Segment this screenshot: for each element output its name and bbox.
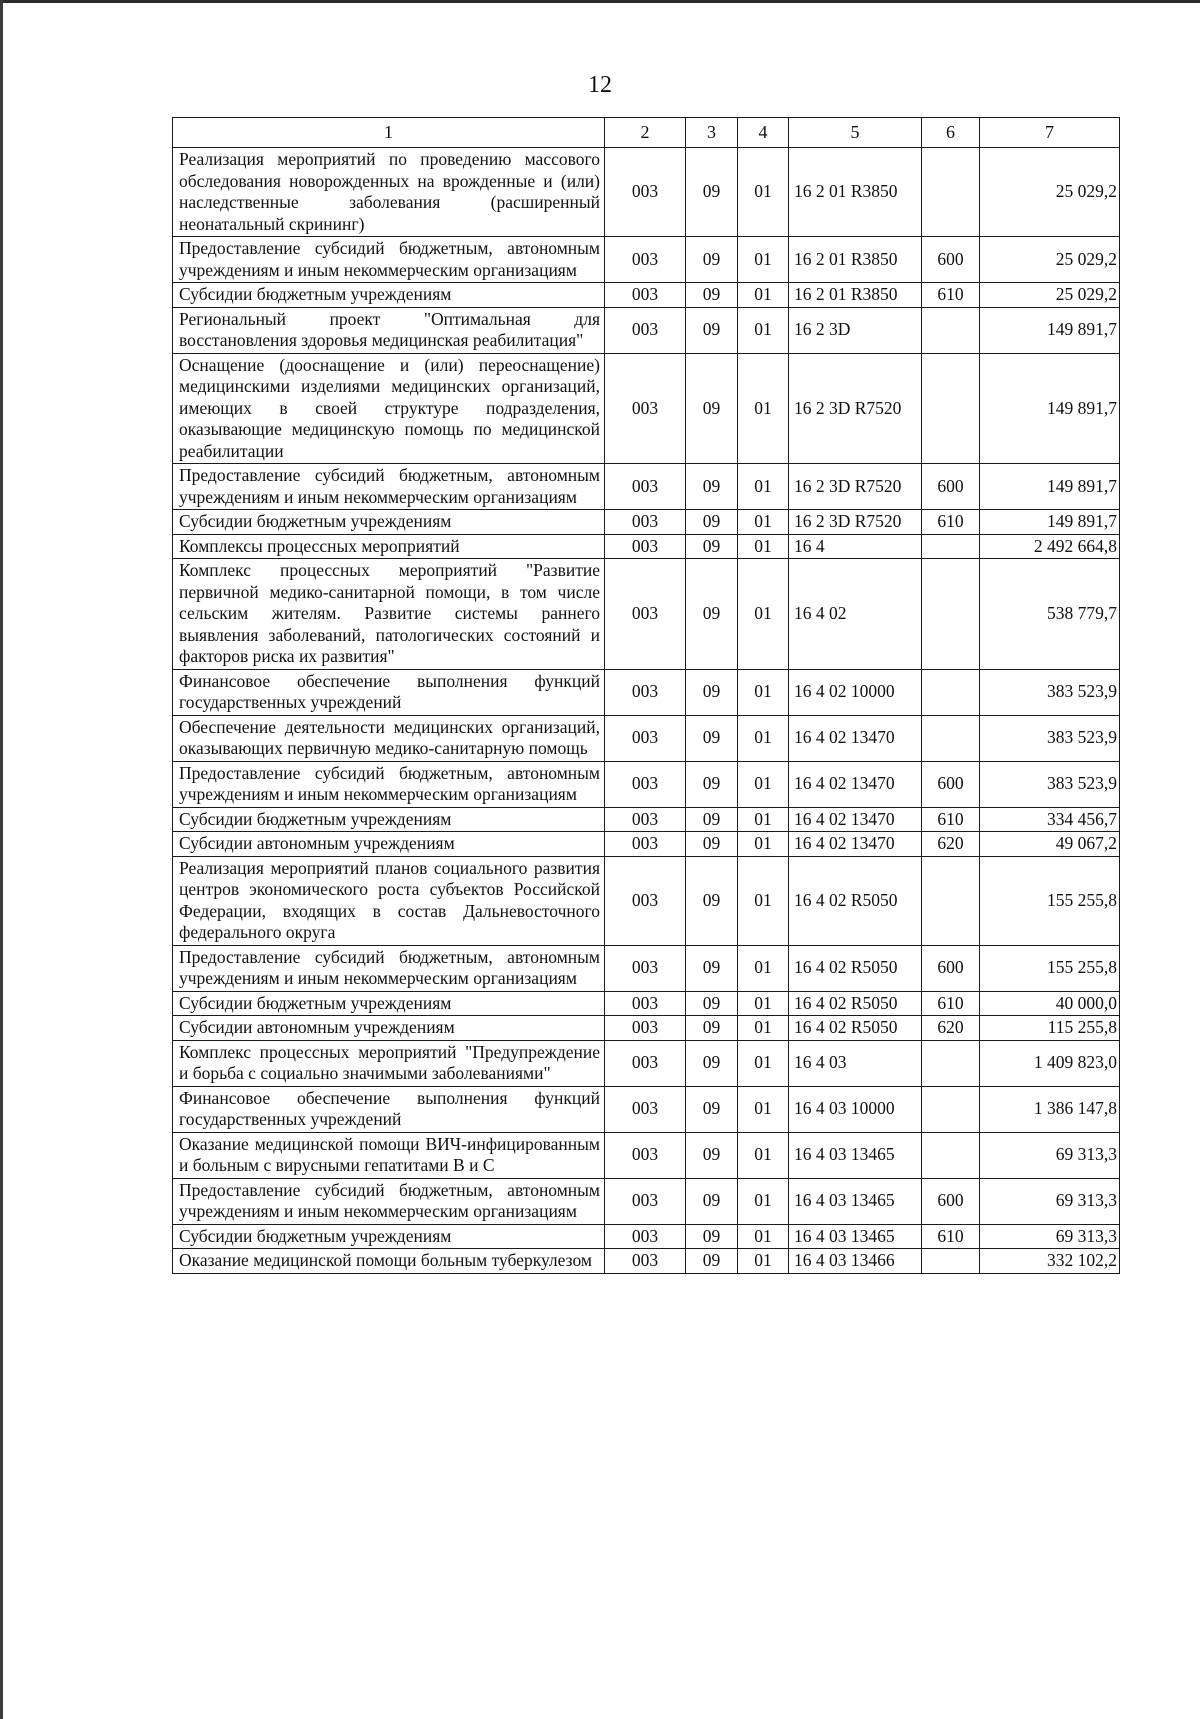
target-article-cell: 16 2 3D — [789, 307, 922, 353]
row-name-cell: Предоставление субсидий бюджетным, автономным учреждениям и иным некоммерческим организациям — [173, 464, 605, 510]
table-row — [173, 510, 1120, 535]
ministry-code-cell: 003 — [605, 353, 686, 464]
subsection-code-cell: 01 — [738, 1249, 789, 1274]
expense-type-cell: 620 — [922, 832, 980, 857]
header-cell: 6 — [922, 118, 980, 148]
expense-type-cell: 610 — [922, 991, 980, 1016]
amount-cell: 115 255,8 — [980, 1016, 1120, 1041]
expense-type-cell: 610 — [922, 807, 980, 832]
ministry-code-cell: 003 — [605, 464, 686, 510]
expense-type-cell — [922, 1249, 980, 1274]
row-name-cell: Субсидии бюджетным учреждениям — [173, 283, 605, 308]
header-cell: 3 — [686, 118, 738, 148]
expense-type-cell — [922, 534, 980, 559]
ministry-code-cell: 003 — [605, 1132, 686, 1178]
section-code-cell: 09 — [686, 1040, 738, 1086]
subsection-code-cell: 01 — [738, 991, 789, 1016]
table-row — [173, 1224, 1120, 1249]
section-code-cell: 09 — [686, 353, 738, 464]
section-code-cell: 09 — [686, 1086, 738, 1132]
ministry-code-cell: 003 — [605, 534, 686, 559]
target-article-cell: 16 4 02 — [789, 559, 922, 670]
section-code-cell: 09 — [686, 534, 738, 559]
row-name-cell: Субсидии бюджетным учреждениям — [173, 807, 605, 832]
subsection-code-cell: 01 — [738, 237, 789, 283]
section-code-cell: 09 — [686, 510, 738, 535]
table-row — [173, 464, 1120, 510]
table-row — [173, 715, 1120, 761]
table-row — [173, 1178, 1120, 1224]
expense-type-cell — [922, 1086, 980, 1132]
row-name-cell: Финансовое обеспечение выполнения функций государственных учреждений — [173, 1086, 605, 1132]
expense-type-cell — [922, 1040, 980, 1086]
target-article-cell: 16 4 03 13466 — [789, 1249, 922, 1274]
ministry-code-cell: 003 — [605, 832, 686, 857]
subsection-code-cell: 01 — [738, 715, 789, 761]
section-code-cell: 09 — [686, 761, 738, 807]
expense-type-cell: 610 — [922, 510, 980, 535]
amount-cell: 383 523,9 — [980, 761, 1120, 807]
row-name-cell: Оказание медицинской помощи больным туберкулезом — [173, 1249, 605, 1274]
budget-table — [172, 117, 1120, 1274]
ministry-code-cell: 003 — [605, 559, 686, 670]
ministry-code-cell: 003 — [605, 1178, 686, 1224]
subsection-code-cell: 01 — [738, 1086, 789, 1132]
header-cell: 1 — [173, 118, 605, 148]
ministry-code-cell: 003 — [605, 237, 686, 283]
row-name-cell: Предоставление субсидий бюджетным, автономным учреждениям и иным некоммерческим организациям — [173, 945, 605, 991]
subsection-code-cell: 01 — [738, 283, 789, 308]
subsection-code-cell: 01 — [738, 464, 789, 510]
row-name-cell: Предоставление субсидий бюджетным, автономным учреждениям и иным некоммерческим организациям — [173, 237, 605, 283]
subsection-code-cell: 01 — [738, 832, 789, 857]
ministry-code-cell: 003 — [605, 715, 686, 761]
amount-cell: 149 891,7 — [980, 353, 1120, 464]
amount-cell: 1 409 823,0 — [980, 1040, 1120, 1086]
amount-cell: 49 067,2 — [980, 832, 1120, 857]
row-name-cell: Предоставление субсидий бюджетным, автономным учреждениям и иным некоммерческим организациям — [173, 761, 605, 807]
expense-type-cell: 610 — [922, 1224, 980, 1249]
row-name-cell: Комплексы процессных мероприятий — [173, 534, 605, 559]
row-name-cell: Оснащение (дооснащение и (или) переоснащение) медицинскими изделиями медицинских организаций, имеющих в своей структуре подразделения, оказывающие медицинскую помощь по медицинской реабилитации — [173, 353, 605, 464]
expense-type-cell — [922, 307, 980, 353]
ministry-code-cell: 003 — [605, 283, 686, 308]
target-article-cell: 16 4 03 13465 — [789, 1224, 922, 1249]
subsection-code-cell: 01 — [738, 761, 789, 807]
target-article-cell: 16 4 — [789, 534, 922, 559]
row-name-cell: Комплекс процессных мероприятий "Развитие первичной медико-санитарной помощи, в том числе сельским жителям. Развитие системы раннего выявления заболеваний, патологических состояний и факторов риска их развития" — [173, 559, 605, 670]
amount-cell: 69 313,3 — [980, 1178, 1120, 1224]
amount-cell: 155 255,8 — [980, 856, 1120, 945]
table-row — [173, 534, 1120, 559]
section-code-cell: 09 — [686, 148, 738, 237]
row-name-cell: Реализация мероприятий планов социального развития центров экономического роста субъектов Российской Федерации, входящих в состав Дальневосточного федерального округа — [173, 856, 605, 945]
amount-cell: 40 000,0 — [980, 991, 1120, 1016]
target-article-cell: 16 4 03 — [789, 1040, 922, 1086]
table-row — [173, 1040, 1120, 1086]
target-article-cell: 16 4 02 R5050 — [789, 945, 922, 991]
ministry-code-cell: 003 — [605, 669, 686, 715]
expense-type-cell: 600 — [922, 761, 980, 807]
table-row — [173, 307, 1120, 353]
expense-type-cell: 600 — [922, 464, 980, 510]
table-row — [173, 991, 1120, 1016]
section-code-cell: 09 — [686, 945, 738, 991]
row-name-cell: Оказание медицинской помощи ВИЧ-инфицированным и больным с вирусными гепатитами В и С — [173, 1132, 605, 1178]
row-name-cell: Субсидии автономным учреждениям — [173, 1016, 605, 1041]
table-row — [173, 1249, 1120, 1274]
expense-type-cell: 620 — [922, 1016, 980, 1041]
header-row — [173, 118, 1120, 148]
expense-type-cell — [922, 669, 980, 715]
amount-cell: 69 313,3 — [980, 1224, 1120, 1249]
ministry-code-cell: 003 — [605, 1224, 686, 1249]
subsection-code-cell: 01 — [738, 353, 789, 464]
ministry-code-cell: 003 — [605, 807, 686, 832]
target-article-cell: 16 4 03 13465 — [789, 1132, 922, 1178]
ministry-code-cell: 003 — [605, 510, 686, 535]
expense-type-cell — [922, 856, 980, 945]
table-row — [173, 832, 1120, 857]
table-row — [173, 761, 1120, 807]
amount-cell: 538 779,7 — [980, 559, 1120, 670]
section-code-cell: 09 — [686, 559, 738, 670]
subsection-code-cell: 01 — [738, 1178, 789, 1224]
subsection-code-cell: 01 — [738, 559, 789, 670]
subsection-code-cell: 01 — [738, 534, 789, 559]
table-row — [173, 945, 1120, 991]
section-code-cell: 09 — [686, 1132, 738, 1178]
target-article-cell: 16 2 01 R3850 — [789, 237, 922, 283]
subsection-code-cell: 01 — [738, 1224, 789, 1249]
subsection-code-cell: 01 — [738, 510, 789, 535]
subsection-code-cell: 01 — [738, 307, 789, 353]
section-code-cell: 09 — [686, 1224, 738, 1249]
amount-cell: 2 492 664,8 — [980, 534, 1120, 559]
amount-cell: 155 255,8 — [980, 945, 1120, 991]
expense-type-cell — [922, 559, 980, 670]
subsection-code-cell: 01 — [738, 669, 789, 715]
amount-cell: 149 891,7 — [980, 464, 1120, 510]
table-row — [173, 1086, 1120, 1132]
ministry-code-cell: 003 — [605, 1040, 686, 1086]
ministry-code-cell: 003 — [605, 1249, 686, 1274]
section-code-cell: 09 — [686, 464, 738, 510]
ministry-code-cell: 003 — [605, 148, 686, 237]
target-article-cell: 16 4 03 13465 — [789, 1178, 922, 1224]
target-article-cell: 16 2 3D R7520 — [789, 510, 922, 535]
target-article-cell: 16 4 02 13470 — [789, 761, 922, 807]
expense-type-cell — [922, 148, 980, 237]
section-code-cell: 09 — [686, 669, 738, 715]
target-article-cell: 16 4 02 13470 — [789, 832, 922, 857]
row-name-cell: Финансовое обеспечение выполнения функций государственных учреждений — [173, 669, 605, 715]
subsection-code-cell: 01 — [738, 1040, 789, 1086]
amount-cell: 383 523,9 — [980, 669, 1120, 715]
amount-cell: 332 102,2 — [980, 1249, 1120, 1274]
expense-type-cell: 600 — [922, 237, 980, 283]
target-article-cell: 16 4 02 R5050 — [789, 1016, 922, 1041]
target-article-cell: 16 2 01 R3850 — [789, 148, 922, 237]
amount-cell: 25 029,2 — [980, 148, 1120, 237]
subsection-code-cell: 01 — [738, 945, 789, 991]
amount-cell: 25 029,2 — [980, 237, 1120, 283]
expense-type-cell: 600 — [922, 1178, 980, 1224]
table-row — [173, 353, 1120, 464]
row-name-cell: Субсидии бюджетным учреждениям — [173, 510, 605, 535]
table-body — [173, 118, 1120, 1274]
target-article-cell: 16 2 3D R7520 — [789, 464, 922, 510]
amount-cell: 149 891,7 — [980, 510, 1120, 535]
table-row — [173, 807, 1120, 832]
header-cell: 7 — [980, 118, 1120, 148]
amount-cell: 334 456,7 — [980, 807, 1120, 832]
expense-type-cell — [922, 715, 980, 761]
expense-type-cell — [922, 1132, 980, 1178]
expense-type-cell: 600 — [922, 945, 980, 991]
amount-cell: 149 891,7 — [980, 307, 1120, 353]
subsection-code-cell: 01 — [738, 856, 789, 945]
section-code-cell: 09 — [686, 307, 738, 353]
row-name-cell: Субсидии автономным учреждениям — [173, 832, 605, 857]
section-code-cell: 09 — [686, 991, 738, 1016]
amount-cell: 25 029,2 — [980, 283, 1120, 308]
ministry-code-cell: 003 — [605, 856, 686, 945]
section-code-cell: 09 — [686, 1016, 738, 1041]
target-article-cell: 16 4 02 R5050 — [789, 991, 922, 1016]
table-row — [173, 1132, 1120, 1178]
target-article-cell: 16 4 03 10000 — [789, 1086, 922, 1132]
expense-type-cell — [922, 353, 980, 464]
subsection-code-cell: 01 — [738, 1132, 789, 1178]
target-article-cell: 16 2 3D R7520 — [789, 353, 922, 464]
amount-cell: 1 386 147,8 — [980, 1086, 1120, 1132]
ministry-code-cell: 003 — [605, 991, 686, 1016]
ministry-code-cell: 003 — [605, 1086, 686, 1132]
amount-cell: 69 313,3 — [980, 1132, 1120, 1178]
header-cell: 2 — [605, 118, 686, 148]
table-row — [173, 669, 1120, 715]
target-article-cell: 16 4 02 13470 — [789, 807, 922, 832]
table-row — [173, 1016, 1120, 1041]
table-row — [173, 148, 1120, 237]
table-row — [173, 237, 1120, 283]
section-code-cell: 09 — [686, 283, 738, 308]
section-code-cell: 09 — [686, 856, 738, 945]
scan-edge-left — [0, 0, 3, 1719]
section-code-cell: 09 — [686, 1249, 738, 1274]
header-cell: 4 — [738, 118, 789, 148]
section-code-cell: 09 — [686, 832, 738, 857]
scan-edge-top — [0, 0, 1200, 3]
row-name-cell: Субсидии бюджетным учреждениям — [173, 991, 605, 1016]
section-code-cell: 09 — [686, 1178, 738, 1224]
subsection-code-cell: 01 — [738, 807, 789, 832]
section-code-cell: 09 — [686, 807, 738, 832]
section-code-cell: 09 — [686, 237, 738, 283]
subsection-code-cell: 01 — [738, 1016, 789, 1041]
page-number: 12 — [588, 72, 612, 98]
expense-type-cell: 610 — [922, 283, 980, 308]
target-article-cell: 16 4 02 R5050 — [789, 856, 922, 945]
table-row — [173, 856, 1120, 945]
ministry-code-cell: 003 — [605, 945, 686, 991]
amount-cell: 383 523,9 — [980, 715, 1120, 761]
row-name-cell: Комплекс процессных мероприятий "Предупреждение и борьба с социально значимыми заболеваниями" — [173, 1040, 605, 1086]
table-row — [173, 283, 1120, 308]
section-code-cell: 09 — [686, 715, 738, 761]
header-cell: 5 — [789, 118, 922, 148]
row-name-cell: Реализация мероприятий по проведению массового обследования новорожденных на врожденные и (или) наследственные заболевания (расширенный неонатальный скрининг) — [173, 148, 605, 237]
ministry-code-cell: 003 — [605, 1016, 686, 1041]
row-name-cell: Субсидии бюджетным учреждениям — [173, 1224, 605, 1249]
target-article-cell: 16 4 02 13470 — [789, 715, 922, 761]
table-row — [173, 559, 1120, 670]
target-article-cell: 16 4 02 10000 — [789, 669, 922, 715]
row-name-cell: Обеспечение деятельности медицинских организаций, оказывающих первичную медико-санитарную помощь — [173, 715, 605, 761]
ministry-code-cell: 003 — [605, 761, 686, 807]
ministry-code-cell: 003 — [605, 307, 686, 353]
row-name-cell: Региональный проект "Оптимальная для восстановления здоровья медицинская реабилитация" — [173, 307, 605, 353]
target-article-cell: 16 2 01 R3850 — [789, 283, 922, 308]
row-name-cell: Предоставление субсидий бюджетным, автономным учреждениям и иным некоммерческим организациям — [173, 1178, 605, 1224]
subsection-code-cell: 01 — [738, 148, 789, 237]
